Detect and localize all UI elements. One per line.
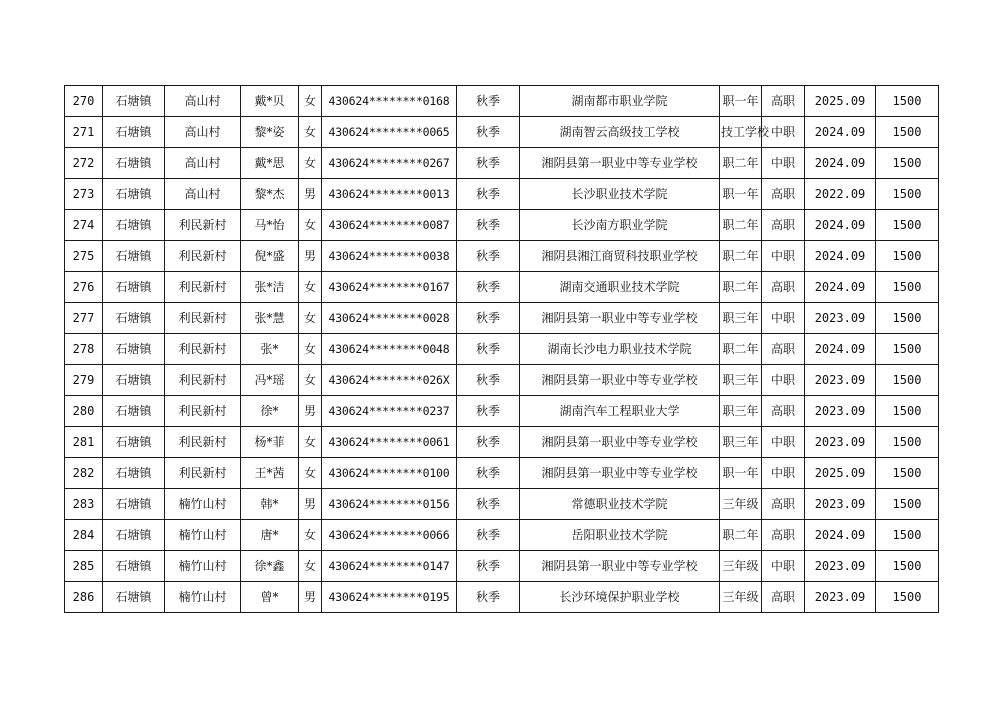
- table-row: [65, 303, 939, 334]
- school-cell: 湖南交通职业技术学院: [520, 272, 720, 303]
- enroll-date-cell: 2024.09: [805, 334, 876, 365]
- name-cell: 韩*: [241, 489, 299, 520]
- seq-cell: 272: [65, 148, 103, 179]
- id-number-cell: 430624********0237: [322, 396, 457, 427]
- school-cell: 岳阳职业技术学院: [520, 520, 720, 551]
- semester-cell: 秋季: [457, 334, 520, 365]
- amount-cell: 1500: [876, 489, 939, 520]
- table-row: [65, 179, 939, 210]
- table-row: [65, 489, 939, 520]
- id-number-cell: 430624********0168: [322, 86, 457, 117]
- town-cell: 石塘镇: [103, 365, 165, 396]
- school-cell: 湖南智云高级技工学校: [520, 117, 720, 148]
- town-cell: 石塘镇: [103, 582, 165, 613]
- town-cell: 石塘镇: [103, 210, 165, 241]
- table-row: [65, 334, 939, 365]
- id-number-cell: 430624********0065: [322, 117, 457, 148]
- gender-cell: 男: [299, 241, 322, 272]
- gender-cell: 女: [299, 334, 322, 365]
- name-cell: 曾*: [241, 582, 299, 613]
- name-cell: 唐*: [241, 520, 299, 551]
- id-number-cell: 430624********0156: [322, 489, 457, 520]
- enroll-date-cell: 2023.09: [805, 427, 876, 458]
- grade-cell: 职二年: [720, 520, 762, 551]
- enroll-date-cell: 2025.09: [805, 86, 876, 117]
- gender-cell: 女: [299, 117, 322, 148]
- semester-cell: 秋季: [457, 396, 520, 427]
- enroll-date-cell: 2023.09: [805, 396, 876, 427]
- name-cell: 张*: [241, 334, 299, 365]
- gender-cell: 女: [299, 427, 322, 458]
- id-number-cell: 430624********0087: [322, 210, 457, 241]
- amount-cell: 1500: [876, 210, 939, 241]
- gender-cell: 男: [299, 489, 322, 520]
- seq-cell: 271: [65, 117, 103, 148]
- level-cell: 高职: [762, 489, 805, 520]
- enroll-date-cell: 2023.09: [805, 582, 876, 613]
- town-cell: 石塘镇: [103, 427, 165, 458]
- town-cell: 石塘镇: [103, 272, 165, 303]
- name-cell: 黎*姿: [241, 117, 299, 148]
- school-cell: 湖南长沙电力职业技术学院: [520, 334, 720, 365]
- grade-cell: 职二年: [720, 334, 762, 365]
- level-cell: 高职: [762, 179, 805, 210]
- school-cell: 常德职业技术学院: [520, 489, 720, 520]
- name-cell: 张*慧: [241, 303, 299, 334]
- level-cell: 中职: [762, 303, 805, 334]
- seq-cell: 284: [65, 520, 103, 551]
- village-cell: 楠竹山村: [165, 489, 241, 520]
- grade-cell: 三年级: [720, 582, 762, 613]
- seq-cell: 270: [65, 86, 103, 117]
- village-cell: 利民新村: [165, 396, 241, 427]
- grade-cell: 三年级: [720, 551, 762, 582]
- id-number-cell: 430624********0061: [322, 427, 457, 458]
- semester-cell: 秋季: [457, 148, 520, 179]
- semester-cell: 秋季: [457, 210, 520, 241]
- amount-cell: 1500: [876, 427, 939, 458]
- gender-cell: 女: [299, 303, 322, 334]
- seq-cell: 282: [65, 458, 103, 489]
- village-cell: 利民新村: [165, 334, 241, 365]
- grade-cell: 职二年: [720, 210, 762, 241]
- enroll-date-cell: 2024.09: [805, 117, 876, 148]
- id-number-cell: 430624********0028: [322, 303, 457, 334]
- id-number-cell: 430624********0195: [322, 582, 457, 613]
- level-cell: 中职: [762, 551, 805, 582]
- gender-cell: 女: [299, 86, 322, 117]
- semester-cell: 秋季: [457, 582, 520, 613]
- gender-cell: 男: [299, 582, 322, 613]
- level-cell: 中职: [762, 427, 805, 458]
- id-number-cell: 430624********0066: [322, 520, 457, 551]
- school-cell: 湘阴县第一职业中等专业学校: [520, 551, 720, 582]
- enroll-date-cell: 2023.09: [805, 551, 876, 582]
- semester-cell: 秋季: [457, 86, 520, 117]
- level-cell: 高职: [762, 396, 805, 427]
- table-row: [65, 427, 939, 458]
- town-cell: 石塘镇: [103, 179, 165, 210]
- enroll-date-cell: 2024.09: [805, 148, 876, 179]
- seq-cell: 280: [65, 396, 103, 427]
- semester-cell: 秋季: [457, 303, 520, 334]
- name-cell: 戴*贝: [241, 86, 299, 117]
- town-cell: 石塘镇: [103, 334, 165, 365]
- level-cell: 高职: [762, 272, 805, 303]
- grade-cell: 三年级: [720, 489, 762, 520]
- seq-cell: 276: [65, 272, 103, 303]
- village-cell: 高山村: [165, 86, 241, 117]
- id-number-cell: 430624********0100: [322, 458, 457, 489]
- name-cell: 冯*瑶: [241, 365, 299, 396]
- name-cell: 徐*: [241, 396, 299, 427]
- village-cell: 高山村: [165, 117, 241, 148]
- enroll-date-cell: 2024.09: [805, 520, 876, 551]
- amount-cell: 1500: [876, 303, 939, 334]
- name-cell: 黎*杰: [241, 179, 299, 210]
- village-cell: 高山村: [165, 148, 241, 179]
- town-cell: 石塘镇: [103, 396, 165, 427]
- seq-cell: 277: [65, 303, 103, 334]
- semester-cell: 秋季: [457, 551, 520, 582]
- seq-cell: 279: [65, 365, 103, 396]
- town-cell: 石塘镇: [103, 117, 165, 148]
- table-row: [65, 148, 939, 179]
- school-cell: 长沙环境保护职业学校: [520, 582, 720, 613]
- gender-cell: 男: [299, 179, 322, 210]
- enroll-date-cell: 2024.09: [805, 272, 876, 303]
- table-row: [65, 117, 939, 148]
- id-number-cell: 430624********0167: [322, 272, 457, 303]
- semester-cell: 秋季: [457, 427, 520, 458]
- school-cell: 湘阴县第一职业中等专业学校: [520, 303, 720, 334]
- town-cell: 石塘镇: [103, 86, 165, 117]
- seq-cell: 274: [65, 210, 103, 241]
- name-cell: 戴*思: [241, 148, 299, 179]
- school-cell: 湘阴县第一职业中等专业学校: [520, 427, 720, 458]
- amount-cell: 1500: [876, 241, 939, 272]
- school-cell: 湖南都市职业学院: [520, 86, 720, 117]
- amount-cell: 1500: [876, 365, 939, 396]
- village-cell: 利民新村: [165, 365, 241, 396]
- enroll-date-cell: 2025.09: [805, 458, 876, 489]
- name-cell: 徐*鑫: [241, 551, 299, 582]
- name-cell: 张*洁: [241, 272, 299, 303]
- village-cell: 利民新村: [165, 427, 241, 458]
- gender-cell: 女: [299, 272, 322, 303]
- semester-cell: 秋季: [457, 241, 520, 272]
- amount-cell: 1500: [876, 458, 939, 489]
- id-number-cell: 430624********0013: [322, 179, 457, 210]
- table-row: [65, 582, 939, 613]
- table-row: [65, 241, 939, 272]
- name-cell: 倪*盛: [241, 241, 299, 272]
- grade-cell: 职三年: [720, 427, 762, 458]
- level-cell: 中职: [762, 365, 805, 396]
- gender-cell: 女: [299, 148, 322, 179]
- amount-cell: 1500: [876, 86, 939, 117]
- level-cell: 高职: [762, 334, 805, 365]
- grade-cell: 职二年: [720, 272, 762, 303]
- level-cell: 中职: [762, 148, 805, 179]
- student-subsidy-table: [64, 85, 939, 613]
- amount-cell: 1500: [876, 272, 939, 303]
- enroll-date-cell: 2023.09: [805, 489, 876, 520]
- seq-cell: 281: [65, 427, 103, 458]
- grade-cell: 职二年: [720, 148, 762, 179]
- name-cell: 杨*菲: [241, 427, 299, 458]
- name-cell: 马*怡: [241, 210, 299, 241]
- gender-cell: 女: [299, 458, 322, 489]
- grade-cell: 职三年: [720, 396, 762, 427]
- town-cell: 石塘镇: [103, 241, 165, 272]
- semester-cell: 秋季: [457, 179, 520, 210]
- table-row: [65, 86, 939, 117]
- amount-cell: 1500: [876, 179, 939, 210]
- village-cell: 利民新村: [165, 241, 241, 272]
- table-row: [65, 520, 939, 551]
- level-cell: 中职: [762, 458, 805, 489]
- town-cell: 石塘镇: [103, 551, 165, 582]
- enroll-date-cell: 2023.09: [805, 365, 876, 396]
- table-row: [65, 365, 939, 396]
- school-cell: 湘阴县第一职业中等专业学校: [520, 458, 720, 489]
- town-cell: 石塘镇: [103, 148, 165, 179]
- gender-cell: 女: [299, 520, 322, 551]
- id-number-cell: 430624********0267: [322, 148, 457, 179]
- gender-cell: 女: [299, 551, 322, 582]
- grade-cell: 技工学校: [720, 117, 762, 148]
- table-row: [65, 551, 939, 582]
- gender-cell: 女: [299, 210, 322, 241]
- table-row: [65, 210, 939, 241]
- grade-cell: 职一年: [720, 179, 762, 210]
- enroll-date-cell: 2023.09: [805, 303, 876, 334]
- semester-cell: 秋季: [457, 117, 520, 148]
- table-row: [65, 458, 939, 489]
- level-cell: 高职: [762, 86, 805, 117]
- amount-cell: 1500: [876, 148, 939, 179]
- school-cell: 长沙职业技术学院: [520, 179, 720, 210]
- amount-cell: 1500: [876, 551, 939, 582]
- grade-cell: 职一年: [720, 458, 762, 489]
- town-cell: 石塘镇: [103, 520, 165, 551]
- id-number-cell: 430624********0048: [322, 334, 457, 365]
- grade-cell: 职三年: [720, 303, 762, 334]
- village-cell: 利民新村: [165, 272, 241, 303]
- village-cell: 楠竹山村: [165, 551, 241, 582]
- village-cell: 利民新村: [165, 210, 241, 241]
- id-number-cell: 430624********0038: [322, 241, 457, 272]
- amount-cell: 1500: [876, 117, 939, 148]
- semester-cell: 秋季: [457, 489, 520, 520]
- amount-cell: 1500: [876, 334, 939, 365]
- school-cell: 湘阴县第一职业中等专业学校: [520, 148, 720, 179]
- grade-cell: 职二年: [720, 241, 762, 272]
- level-cell: 中职: [762, 241, 805, 272]
- semester-cell: 秋季: [457, 272, 520, 303]
- town-cell: 石塘镇: [103, 303, 165, 334]
- table-row: [65, 272, 939, 303]
- seq-cell: 275: [65, 241, 103, 272]
- school-cell: 湖南汽车工程职业大学: [520, 396, 720, 427]
- village-cell: 楠竹山村: [165, 520, 241, 551]
- enroll-date-cell: 2022.09: [805, 179, 876, 210]
- village-cell: 楠竹山村: [165, 582, 241, 613]
- village-cell: 利民新村: [165, 458, 241, 489]
- table-row: [65, 396, 939, 427]
- name-cell: 王*茜: [241, 458, 299, 489]
- town-cell: 石塘镇: [103, 458, 165, 489]
- table-body: [65, 86, 939, 613]
- amount-cell: 1500: [876, 396, 939, 427]
- school-cell: 长沙南方职业学院: [520, 210, 720, 241]
- semester-cell: 秋季: [457, 458, 520, 489]
- village-cell: 利民新村: [165, 303, 241, 334]
- gender-cell: 女: [299, 365, 322, 396]
- seq-cell: 283: [65, 489, 103, 520]
- level-cell: 中职: [762, 117, 805, 148]
- school-cell: 湘阴县第一职业中等专业学校: [520, 365, 720, 396]
- amount-cell: 1500: [876, 520, 939, 551]
- village-cell: 高山村: [165, 179, 241, 210]
- level-cell: 高职: [762, 520, 805, 551]
- id-number-cell: 430624********0147: [322, 551, 457, 582]
- seq-cell: 285: [65, 551, 103, 582]
- enroll-date-cell: 2024.09: [805, 241, 876, 272]
- school-cell: 湘阴县湘江商贸科技职业学校: [520, 241, 720, 272]
- enroll-date-cell: 2024.09: [805, 210, 876, 241]
- grade-cell: 职三年: [720, 365, 762, 396]
- amount-cell: 1500: [876, 582, 939, 613]
- id-number-cell: 430624********026X: [322, 365, 457, 396]
- semester-cell: 秋季: [457, 520, 520, 551]
- seq-cell: 273: [65, 179, 103, 210]
- town-cell: 石塘镇: [103, 489, 165, 520]
- level-cell: 高职: [762, 210, 805, 241]
- seq-cell: 286: [65, 582, 103, 613]
- seq-cell: 278: [65, 334, 103, 365]
- gender-cell: 男: [299, 396, 322, 427]
- grade-cell: 职一年: [720, 86, 762, 117]
- semester-cell: 秋季: [457, 365, 520, 396]
- level-cell: 高职: [762, 582, 805, 613]
